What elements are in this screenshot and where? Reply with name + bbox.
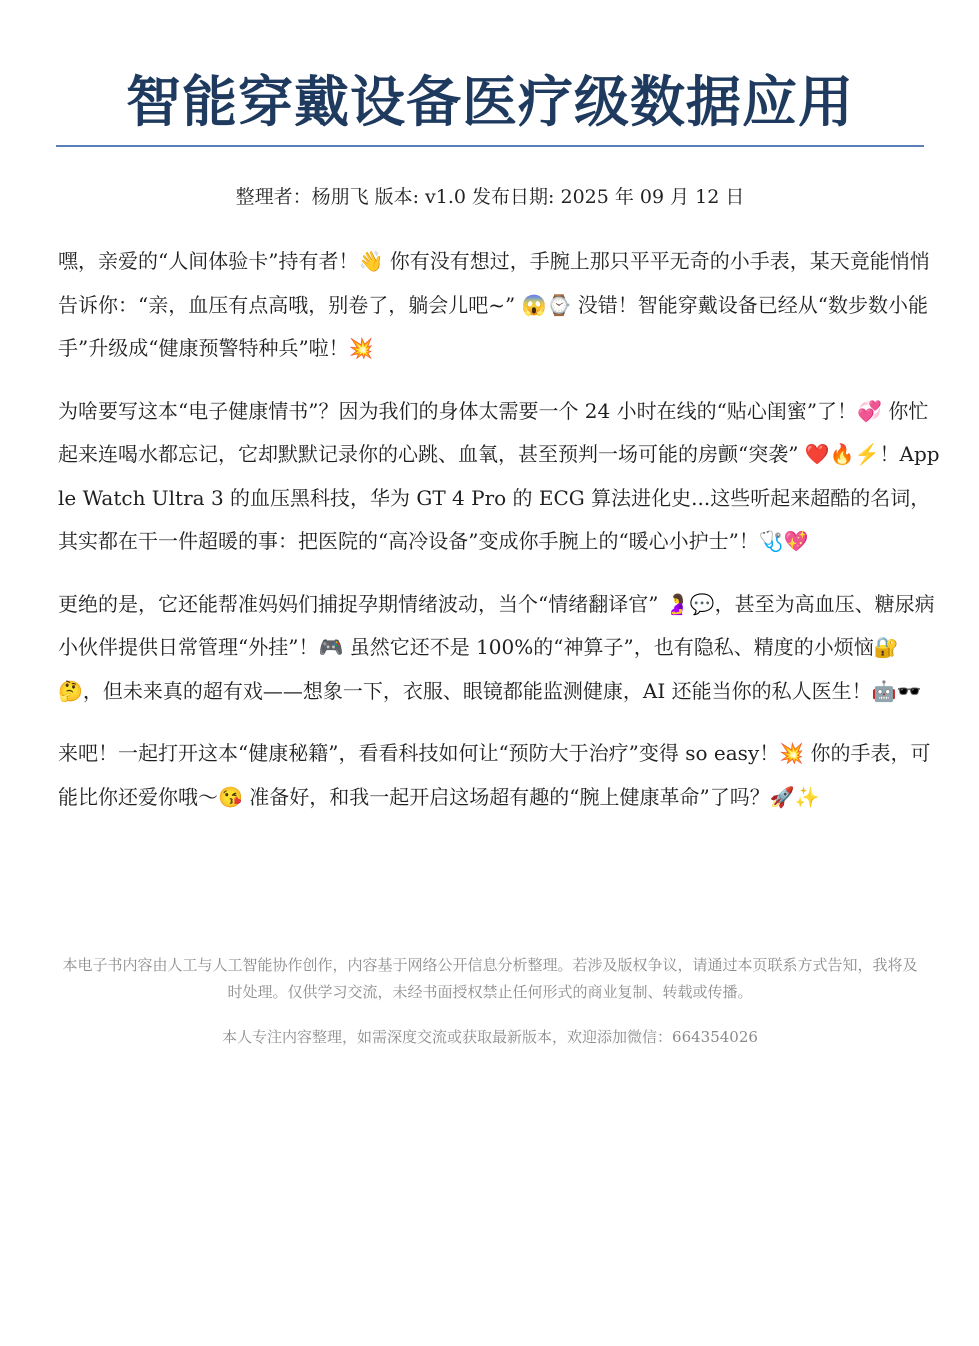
page-title: 智能穿戴设备医疗级数据应用 <box>125 70 854 134</box>
contact-info: 本人专注内容整理，如需深度交流或获取最新版本，欢迎添加微信：664354026 <box>222 1028 758 1046</box>
intro-paragraph-3: 更绝的是，它还能帮准妈妈们捕捉孕期情绪波动，当个“情绪翻译官” 🤰💬，甚至为高血压、糖尿病小伙伴提供日常管理“外挂”！🎮 虽然它还不是 100%的“神算子”，也有隐私、精度的小烦恼🔐🤔，但未来真的超有戏——想象一下，衣服、眼镜都能监测健康，AI 还能当你的私人医生！🤖🕶️ <box>58 591 935 703</box>
footer <box>56 952 924 1051</box>
title-divider <box>56 145 924 147</box>
document-meta: 整理者：杨朋飞 版本: v1.0 发布日期: 2025 年 09 月 12 日 <box>235 186 745 208</box>
intro-paragraph-2: 为啥要写这本“电子健康情书”？因为我们的身体太需要一个 24 小时在线的“贴心闺蜜”了！💞 你忙起来连喝水都忘记，它却默默记录你的心跳、血氧，甚至预判一场可能的房颤“突袭” ❤️🔥⚡！Apple Watch Ultra 3 的血压黑科技，华为 GT 4 Pro 的 ECG 算法进化史...这些听起来超酷的名词，其实都在干一件超暖的事：把医院的“高冷设备”变成你手腕上的“暖心小护士”！🩺💖 <box>58 398 940 553</box>
intro-paragraph-1: 嘿，亲爱的“人间体验卡”持有者！👋 你有没有想过，手腕上那只平平无奇的小手表，某天竟能悄悄告诉你：“亲，血压有点高哦，别卷了，躺会儿吧~” 😱⌚ 没错！智能穿戴设备已经从“数步数小能手”升级成“健康预警特种兵”啦！💥 <box>58 249 930 360</box>
document-body <box>58 240 942 838</box>
copyright-disclaimer: 本电子书内容由人工与人工智能协作创作，内容基于网络公开信息分析整理。若涉及版权争议，请通过本页联系方式告知，我将及时处理。仅供学习交流，未经书面授权禁止任何形式的商业复制、转载或传播。 <box>62 956 918 1001</box>
intro-paragraph-4: 来吧！一起打开这本“健康秘籍”，看看科技如何让“预防大于治疗”变得 so easy！💥 你的手表，可能比你还爱你哦～😘 准备好，和我一起开启这场超有趣的“腕上健康革命”了吗？🚀✨ <box>58 741 931 809</box>
